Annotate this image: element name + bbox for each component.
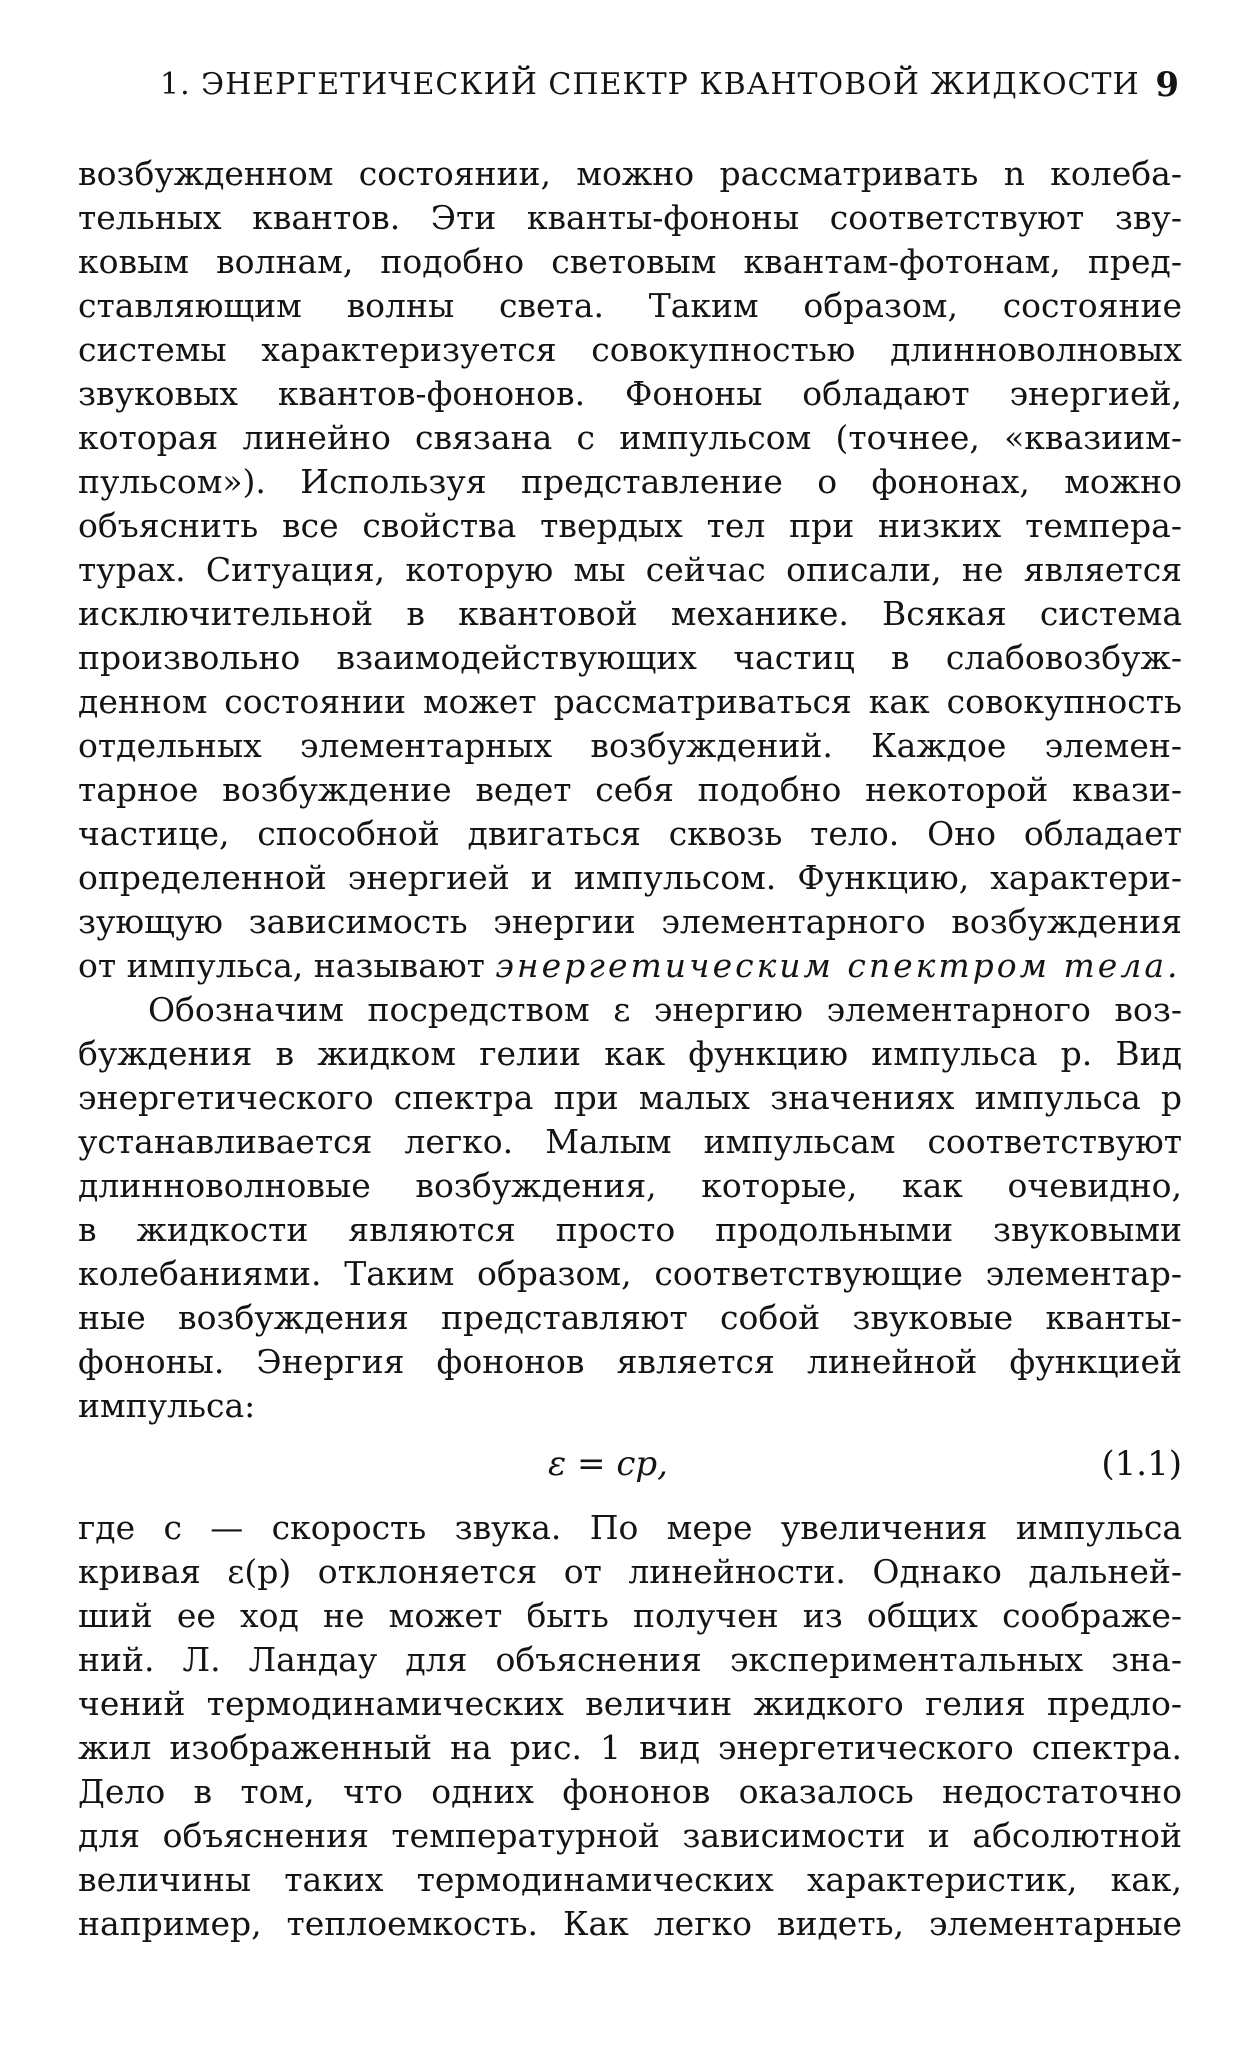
chapter-title: 1. ЭНЕРГЕТИЧЕСКИЙ СПЕКТР КВАНТОВОЙ ЖИДКОСТИ	[160, 67, 1140, 102]
text-line: турах. Ситуация, которую мы сейчас описали, не является	[78, 550, 1182, 589]
paragraph-1	[78, 152, 1182, 944]
text-line: величины таких термодинамических характеристик, как,	[78, 1860, 1182, 1899]
text-line: ные возбуждения представляют собой звуковые кванты-	[78, 1298, 1182, 1337]
text-line: жил изображенный на рис. 1 вид энергетического спектра.	[78, 1728, 1182, 1767]
equation-row	[78, 1434, 1182, 1494]
text-line: исключительной в квантовой механике. Всякая система	[78, 594, 1182, 633]
text-line: устанавливается легко. Малым импульсам соответствуют	[78, 1122, 1182, 1161]
text-line: для объяснения температурной зависимости и абсолютной	[78, 1816, 1182, 1855]
text-line: где c — скорость звука. По мере увеличения импульса	[78, 1508, 1182, 1547]
body-text	[78, 152, 1182, 1946]
text-line: Обозначим посредством ε энергию элементарного воз-	[148, 990, 1182, 1029]
text-line: звуковых квантов-фононов. Фононы обладают энергией,	[78, 374, 1182, 413]
text-line: тарное возбуждение ведет себя подобно некоторой квази-	[78, 770, 1182, 809]
text-line: ший ее ход не может быть получен из общих соображе-	[78, 1596, 1182, 1635]
equation-number: (1.1)	[1101, 1444, 1182, 1484]
paragraph-2	[78, 988, 1182, 1428]
text-fragment: от импульса, называют	[78, 946, 496, 985]
emphasized-term: энергетическим спектром тела.	[495, 946, 1181, 985]
text-line	[78, 944, 1182, 988]
text-line: произвольно взаимодействующих частиц в слабовозбуж-	[78, 638, 1182, 677]
text-line: импульса:	[78, 1386, 256, 1425]
text-line: частице, способной двигаться сквозь тело. Оно обладает	[78, 814, 1182, 853]
text-line: зующую зависимость энергии элементарного возбуждения	[78, 902, 1182, 941]
text-line: ковым волнам, подобно световым квантам-фотонам, пред-	[78, 242, 1182, 281]
text-line: пульсом»). Используя представление о фононах, можно	[78, 462, 1182, 501]
text-line: определенной энергией и импульсом. Функцию, характери-	[78, 858, 1182, 897]
paragraph-3	[78, 1506, 1182, 1946]
text-line: буждения в жидком гелии как функцию импульса p. Вид	[78, 1034, 1182, 1073]
text-line: длинноволновые возбуждения, которые, как очевидно,	[78, 1166, 1182, 1205]
text-line: кривая ε(p) отклоняется от линейности. Однако дальней-	[78, 1552, 1182, 1591]
text-line: объяснить все свойства твердых тел при низких темпера-	[78, 506, 1182, 545]
text-line: ний. Л. Ландау для объяснения экспериментальных зна-	[78, 1640, 1182, 1679]
text-line: ставляющим волны света. Таким образом, состояние	[78, 286, 1182, 325]
text-line: которая линейно связана с импульсом (точнее, «квазиим-	[78, 418, 1182, 457]
text-line: тельных квантов. Эти кванты-фононы соответствуют зву-	[78, 198, 1182, 237]
text-line: например, теплоемкость. Как легко видеть, элементарные	[78, 1904, 1182, 1943]
text-line: в жидкости являются просто продольными звуковыми	[78, 1210, 1182, 1249]
text-line: системы характеризуется совокупностью длинноволновых	[78, 330, 1182, 369]
text-line: Дело в том, что одних фононов оказалось недостаточно	[78, 1772, 1182, 1811]
text-line: отдельных элементарных возбуждений. Каждое элемен-	[78, 726, 1182, 765]
running-head	[160, 60, 1180, 110]
text-line: чений термодинамических величин жидкого гелия предло-	[78, 1684, 1182, 1723]
text-line: возбужденном состоянии, можно рассматривать n колеба-	[78, 154, 1182, 193]
text-line: денном состоянии может рассматриваться как совокупность	[78, 682, 1182, 721]
equation: ε = cp,	[548, 1444, 668, 1484]
text-line: колебаниями. Таким образом, соответствующие элементар-	[78, 1254, 1182, 1293]
text-line: фононы. Энергия фононов является линейной функцией	[78, 1342, 1182, 1381]
text-line: энергетического спектра при малых значениях импульса p	[78, 1078, 1182, 1117]
page-number: 9	[1155, 65, 1180, 105]
